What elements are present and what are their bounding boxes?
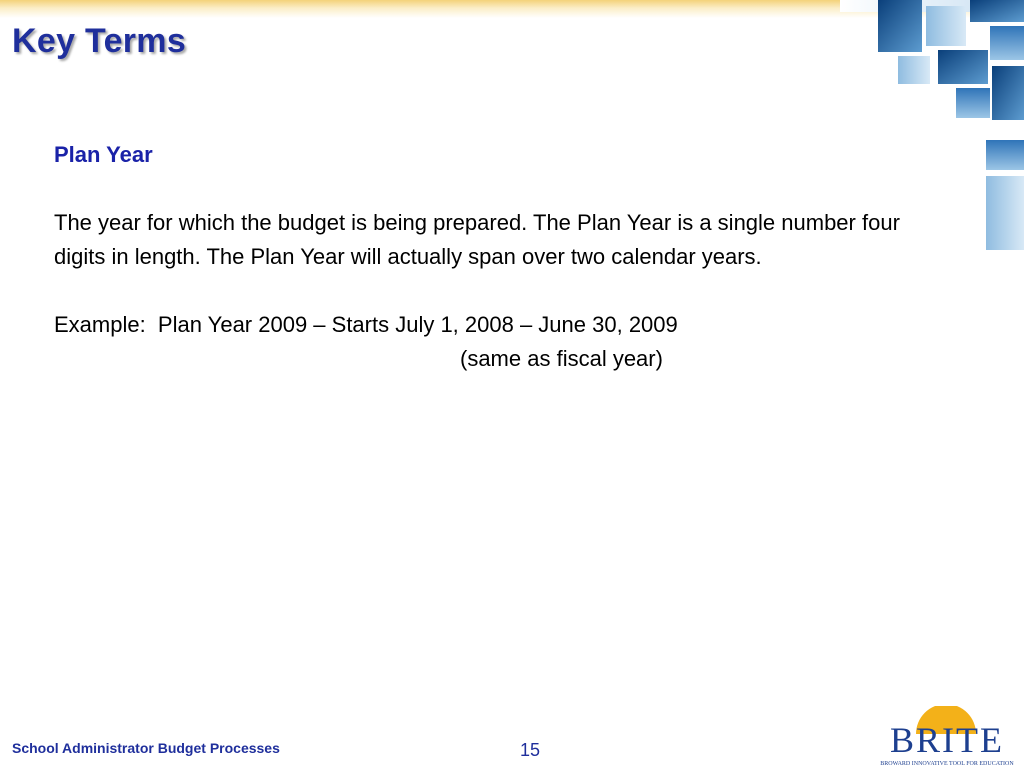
- svg-text:BRITE: BRITE: [890, 720, 1004, 760]
- page-number: 15: [520, 740, 541, 760]
- term-heading: Plan Year: [54, 142, 153, 167]
- footer-label: School Administrator Budget Processes: [12, 740, 280, 756]
- term-content: [54, 138, 934, 376]
- brite-logo: [872, 706, 1022, 768]
- term-definition: The year for which the budget is being prepared. The Plan Year is a single number four digits in length. The Plan Year will actually span over two calendar years.: [54, 210, 900, 269]
- svg-text:BROWARD INNOVATIVE TOOL FOR ED: BROWARD INNOVATIVE TOOL FOR EDUCATION: [880, 761, 1014, 767]
- page-title: Key Terms: [12, 22, 187, 60]
- term-example: Example: Plan Year 2009 – Starts July 1, 2008 – June 30, 2009: [54, 312, 678, 337]
- term-example-note: (same as fiscal year): [460, 346, 663, 371]
